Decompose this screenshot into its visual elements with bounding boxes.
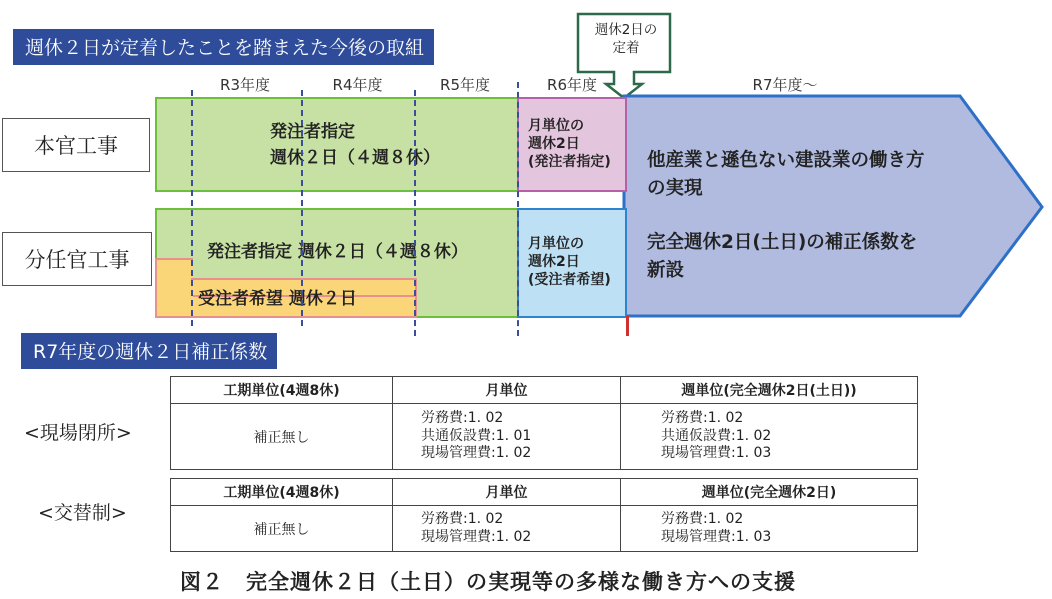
table1-week-line-2: 共通仮設費:1. 02 [661,427,772,444]
fy-divider-r5 [414,90,416,336]
honkan-green-line-2: 週休２日（４週８休） [270,148,440,169]
honkan-r6-text [519,99,625,172]
honkan-r6-line-1: 月単位の [528,118,584,134]
table2-month-line-2: 現場管理費:1. 02 [421,528,532,545]
fy-r6: R6年度 [547,76,597,94]
table1-label: <現場閉所> [24,422,132,444]
honkan-r6-box [517,97,627,192]
r7-goal-text [647,147,925,203]
title-banner: 週休２日が定着したことを踏まえた今後の取組 [13,29,434,65]
table2-header-1: 工期単位(4週8休) [171,479,393,506]
table1-month-line-3: 現場管理費:1. 02 [421,445,532,462]
table1-header-1: 工期単位(4週8休) [171,377,393,404]
figure-caption: 図２ 完全週休２日（土日）の実現等の多様な働き方への支援 [180,570,796,594]
table2-cell-month [393,506,621,552]
honkan-green-line-1: 発注者指定 [270,122,355,142]
table1-header-3: 週単位(完全週休2日(土日)) [621,377,918,404]
fy-r5: R5年度 [440,76,490,94]
table2-cell-week [621,506,918,552]
bunnin-r6-text [519,210,625,290]
table1-month-line-1: 労務費:1. 02 [421,410,504,427]
coef-banner: R7年度の週休２日補正係数 [21,333,277,369]
table-shift-system [170,478,918,552]
fy-divider-r6 [517,82,519,336]
table1-cell-month [393,404,621,470]
r7-goal-line-2: の実現 [647,177,703,199]
bunnin-green-text: 発注者指定 週休２日（４週８休） [207,242,468,262]
fy-divider-r3 [191,90,193,326]
row-label-honkan: 本官工事 [2,118,150,172]
table1-header-2: 月単位 [393,377,621,404]
honkan-r6-line-3: (発注者指定) [528,154,611,171]
table1-week-line-3: 現場管理費:1. 03 [661,445,772,462]
bunnin-r6-line-3: (受注者希望) [528,272,611,289]
table2-label: <交替制> [38,502,127,524]
r7-coef-line-2: 新設 [647,259,685,281]
table-site-closure [170,376,918,470]
row-label-bunnin: 分任官工事 [2,232,152,286]
fy-r7: R7年度～ [752,76,818,94]
fy-r3: R3年度 [220,76,270,94]
table1-month-line-2: 共通仮設費:1. 01 [421,427,532,444]
bunnin-r6-box [517,208,627,318]
fy-r4: R4年度 [332,76,383,94]
table1-week-line-1: 労務費:1. 02 [661,410,744,427]
callout-text [578,21,674,57]
r7-arrow [622,94,1047,320]
honkan-r6-line-2: 週休2日 [528,136,580,153]
callout-line-2: 定着 [612,40,640,57]
fy-divider-r4 [301,90,303,326]
callout-line-1: 週休2日の [594,22,658,38]
r7-goal-line-1: 他産業と遜色ない建設業の働き方 [647,150,925,171]
table2-month-line-1: 労務費:1. 02 [421,511,504,527]
bunnin-r6-line-2: 週休2日 [528,254,580,271]
table2-header-2: 月単位 [393,479,621,506]
r7-coef-line-1: 完全週休2日(土日)の補正係数を [647,232,918,253]
table1-cell-week [621,404,918,470]
table2-week-line-2: 現場管理費:1. 03 [661,528,772,545]
r7-coef-text [647,229,917,285]
table2-cell-term: 補正無し [171,506,393,552]
bunnin-yellow-text: 受注者希望 週休２日 [198,289,357,309]
table1-cell-term: 補正無し [171,404,393,470]
r7-start-marker [626,316,629,336]
bunnin-r6-line-1: 月単位の [528,236,584,252]
table2-header-3: 週単位(完全週休2日) [621,479,918,506]
table2-week-line-1: 労務費:1. 02 [661,511,744,527]
bunnin-yellow-left [155,258,193,318]
